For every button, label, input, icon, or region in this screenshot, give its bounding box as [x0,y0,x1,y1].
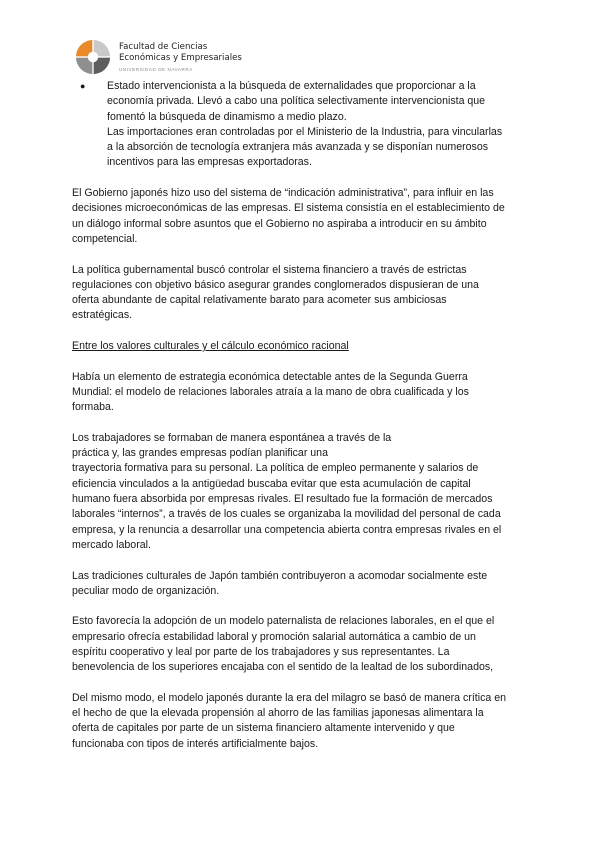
text-line: oferta abundante de capital relativamente barato para acometer sus ambiciosas [72,294,447,307]
text-line: El Gobierno japonés hizo uso del sistema de “indicación administrativa”, para influir en las [72,187,494,200]
text-line: un diálogo informal sobre asuntos que el Gobierno no aspiraba a introducir en su ámbito [72,217,487,230]
bullet-text [107,79,532,171]
text-line: laborales “internos”, a través de los cuales se organizaba la movilidad del personal de cada [72,508,501,521]
text-line: práctica y, las grandes empresas podían planificar una [72,447,328,460]
text-line: formaba. [72,401,114,414]
text-line: La política gubernamental buscó controlar el sistema financiero a través de estrictas [72,263,467,276]
faculty-logo-icon [74,38,112,76]
text-line: Mundial: el modelo de relaciones laborales atraía a la mano de obra cualificada y los [72,385,469,398]
text-line: benevolencia de los superiores encajaba con el sentido de la lealtad de los subordinados, [72,661,494,674]
text-line: peculiar modo de organización. [72,584,220,597]
page-header [74,38,242,76]
text-line: Las tradiciones culturales de Japón también contribuyeron a acomodar socialmente este [72,569,488,582]
text-line: mercado laboral. [72,538,151,551]
text-line: regulaciones con objetivo básico asegurar grandes conglomerados dispusieran de una [72,278,479,291]
paragraph-sistema-financiero [72,263,532,324]
logo-text [119,42,242,73]
document-body [72,79,532,752]
text-line: funcionaba con tipos de interés artificialmente bajos. [72,737,319,750]
text-line: oferta de capitales por parte de un sistema financiero altamente intervenido y que [72,722,455,735]
text-line: empresario ofrecía estabilidad laboral y promoción salarial automática a cambio de un [72,630,476,643]
bullet-line: Las importaciones eran controladas por el Ministerio de la Industria, para vincularlas [107,125,503,138]
text-line: eficiencia vinculados a la antigüedad buscaba evitar que esta acumulación de capital [72,477,471,490]
text-line: Esto favorecía la adopción de un modelo paternalista de relaciones laborales, en el que el [72,615,495,628]
text-line: espíritu cooperativo y leal por parte de los trabajadores y sus representantes. La [72,645,450,658]
paragraph-modelo-japones [72,691,532,752]
logo-line-2: Económicas y Empresariales [119,53,242,63]
bullet-line: Estado intervencionista a la búsqueda de externalidades que proporcionar a la [107,80,476,92]
text-line: empresa, y la renuncia a desarrollar una competencia abierta contra empresas rivales en el [72,523,502,536]
bullet-line: a la absorción de tecnología extranjera más avanzada y se disponían numerosos [107,141,489,154]
bullet-line: economía privada. Llevó a cabo una política selectivamente intervencionista que [107,95,486,108]
text-line: el hecho de que la elevada propensión al ahorro de las familias japonesas alimentara la [72,707,484,720]
paragraph-tradiciones-culturales [72,569,532,600]
paragraph-indicacion-administrativa [72,186,532,247]
logo-line-3: UNIVERSIDAD DE NAVARRA [119,67,193,72]
paragraph-trabajadores [72,431,532,553]
text-line: competencial. [72,232,138,245]
paragraph-estrategia-economica [72,370,532,416]
paragraph-modelo-paternalista [72,614,532,675]
logo-line-1: Facultad de Ciencias [119,42,208,52]
text-line: Los trabajadores se formaban de manera espontánea a través de la [72,431,392,444]
bullet-line: incentivos para las empresas exportadoras. [107,156,312,169]
bullet-line: fomentó la búsqueda de dinamismo a medio plazo. [107,110,347,123]
bullet-icon: ● [80,81,86,91]
section-heading: Entre los valores culturales y el cálculo económico racional [72,340,349,353]
text-line: humano fuera absorbida por empresas rivales. El resultado fue la formación de mercados [72,493,493,506]
text-line: Del mismo modo, el modelo japonés durante la era del milagro se basó de manera crítica en [72,691,506,704]
text-line: trayectoria formativa para su personal. La política de empleo permanente y salarios de [72,462,479,475]
text-line: estratégicas. [72,309,133,322]
text-line: Había un elemento de estrategia económica detectable antes de la Segunda Guerra [72,370,468,383]
bullet-item [72,79,532,171]
text-line: decisiones microeconómicas de las empresas. El sistema consistía en el establecimiento de [72,202,505,215]
